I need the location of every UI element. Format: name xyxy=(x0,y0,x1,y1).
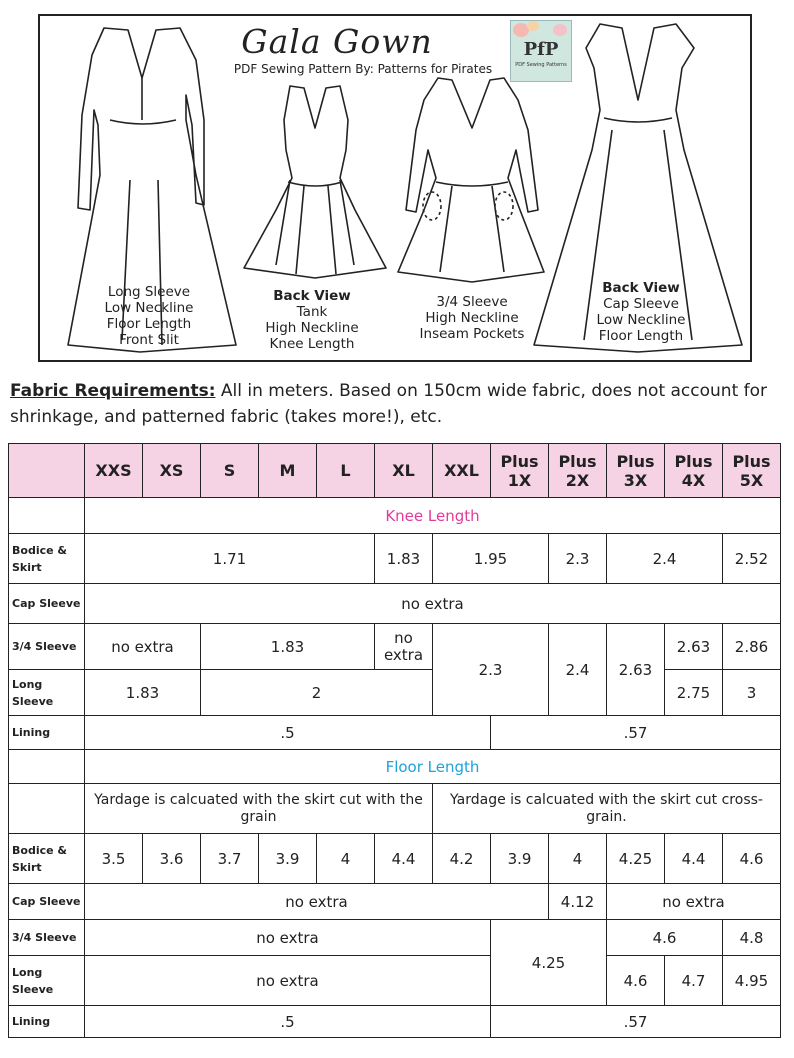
table-cell: 4.25 xyxy=(491,920,607,1006)
view-line: Front Slit xyxy=(119,332,179,348)
table-row xyxy=(9,584,781,624)
table-cell: 2.75 xyxy=(665,670,723,716)
table-cell: 2.3 xyxy=(433,624,549,716)
table-cell: no extra xyxy=(85,884,549,920)
floor-length-title: Floor Length xyxy=(85,750,781,784)
corner-cell xyxy=(9,444,85,498)
view-line: Inseam Pockets xyxy=(419,326,525,342)
table-row xyxy=(9,884,781,920)
table-cell: 4.7 xyxy=(665,956,723,1006)
floor-length-section-row xyxy=(9,750,781,784)
fabric-requirements-heading: Fabric Requirements: xyxy=(10,381,216,401)
empty-cell xyxy=(9,784,85,834)
table-cell: 2.86 xyxy=(723,624,781,670)
table-cell: 4.8 xyxy=(723,920,781,956)
table-cell: 1.83 xyxy=(375,534,433,584)
view-line: High Neckline xyxy=(425,310,519,326)
row-label: Cap Sleeve xyxy=(9,584,85,624)
table-cell: 1.71 xyxy=(85,534,375,584)
table-cell: .5 xyxy=(85,716,491,750)
row-label: Lining xyxy=(9,716,85,750)
table-row xyxy=(9,624,781,670)
table-cell: 4.2 xyxy=(433,834,491,884)
size-header: Plus 2X xyxy=(549,444,607,498)
view-line: Long Sleeve xyxy=(107,284,191,300)
cross-grain-note: Yardage is calcuated with the skirt cut cross-grain. xyxy=(433,784,781,834)
table-cell: 4.4 xyxy=(665,834,723,884)
dress-three-quarter-sleeve-drawing xyxy=(398,78,544,282)
table-cell: 3 xyxy=(723,670,781,716)
view-label-tank xyxy=(258,288,366,352)
table-cell: 2.4 xyxy=(607,534,723,584)
table-cell: 2.52 xyxy=(723,534,781,584)
fabric-requirements-text: All in meters. Based on 150cm wide fabric, does not account for shrinkage, and patterned fabric (takes more!), etc. xyxy=(10,381,768,427)
table-cell: .57 xyxy=(491,1006,781,1038)
view-line: Knee Length xyxy=(269,336,355,352)
view-label-long-sleeve xyxy=(94,284,204,348)
table-cell: 4.6 xyxy=(607,956,665,1006)
table-cell: .5 xyxy=(85,1006,491,1038)
size-header-row xyxy=(9,444,781,498)
fabric-requirements-intro xyxy=(10,378,780,430)
table-cell: no extra xyxy=(85,624,201,670)
table-cell: no extra xyxy=(607,884,781,920)
table-row xyxy=(9,1006,781,1038)
row-label: 3/4 Sleeve xyxy=(9,624,85,670)
table-cell: 4.25 xyxy=(607,834,665,884)
table-row xyxy=(9,956,781,1006)
row-label: Long Sleeve xyxy=(9,670,85,716)
table-cell: 3.5 xyxy=(85,834,143,884)
table-cell: 4 xyxy=(549,834,607,884)
size-header: XXS xyxy=(85,444,143,498)
view-line: Floor Length xyxy=(598,328,684,344)
size-header: L xyxy=(317,444,375,498)
brand-logo xyxy=(510,20,572,82)
table-cell: 4.6 xyxy=(723,834,781,884)
view-label-three-quarter xyxy=(410,294,534,342)
table-row xyxy=(9,834,781,884)
table-cell: 4.6 xyxy=(607,920,723,956)
size-header: Plus 4X xyxy=(665,444,723,498)
row-label: 3/4 Sleeve xyxy=(9,920,85,956)
table-cell: .57 xyxy=(491,716,781,750)
table-row xyxy=(9,670,781,716)
row-label: Bodice & Skirt xyxy=(9,834,85,884)
size-header: Plus 3X xyxy=(607,444,665,498)
table-cell: 2.3 xyxy=(549,534,607,584)
row-label: Long Sleeve xyxy=(9,956,85,1006)
table-cell: 4.12 xyxy=(549,884,607,920)
view-line: 3/4 Sleeve xyxy=(436,294,508,310)
table-cell: 4.95 xyxy=(723,956,781,1006)
view-line: Tank xyxy=(296,304,328,320)
empty-cell xyxy=(9,750,85,784)
brand-logo-subtext: PDF Sewing Patterns xyxy=(515,62,567,68)
empty-cell xyxy=(9,498,85,534)
view-line: Cap Sleeve xyxy=(603,296,679,312)
table-cell: 3.7 xyxy=(201,834,259,884)
view-line: High Neckline xyxy=(265,320,359,336)
table-row xyxy=(9,784,781,834)
row-label: Cap Sleeve xyxy=(9,884,85,920)
knee-length-section-row xyxy=(9,498,781,534)
view-line: Low Neckline xyxy=(596,312,686,328)
table-row xyxy=(9,920,781,956)
table-cell: 2.4 xyxy=(549,624,607,716)
table-cell: 2 xyxy=(201,670,433,716)
table-cell: 2.63 xyxy=(665,624,723,670)
table-cell: 3.9 xyxy=(491,834,549,884)
view-label-cap-sleeve xyxy=(586,280,696,344)
grain-note: Yardage is calcuated with the skirt cut with the grain xyxy=(85,784,433,834)
table-cell: 4.4 xyxy=(375,834,433,884)
table-cell: 1.83 xyxy=(85,670,201,716)
size-header: XS xyxy=(143,444,201,498)
knee-length-title: Knee Length xyxy=(85,498,781,534)
size-header: Plus 5X xyxy=(723,444,781,498)
row-label: Lining xyxy=(9,1006,85,1038)
pattern-title: Gala Gown xyxy=(241,22,433,61)
table-cell: 1.83 xyxy=(201,624,375,670)
table-cell: 3.9 xyxy=(259,834,317,884)
view-line: Back View xyxy=(602,280,680,296)
table-cell: 2.63 xyxy=(607,624,665,716)
size-header: M xyxy=(259,444,317,498)
pattern-subtitle: PDF Sewing Pattern By: Patterns for Pirates xyxy=(233,62,493,76)
table-cell: no extra xyxy=(85,920,491,956)
row-label: Bodice & Skirt xyxy=(9,534,85,584)
view-line: Low Neckline xyxy=(104,300,194,316)
view-line: Back View xyxy=(273,288,351,304)
table-cell: 1.95 xyxy=(433,534,549,584)
view-line: Floor Length xyxy=(106,316,192,332)
size-header: Plus 1X xyxy=(491,444,549,498)
table-cell: 3.6 xyxy=(143,834,201,884)
table-cell: no extra xyxy=(85,584,781,624)
table-cell: no extra xyxy=(375,624,433,670)
table-cell: no extra xyxy=(85,956,491,1006)
table-row xyxy=(9,716,781,750)
size-header: XL xyxy=(375,444,433,498)
size-header: S xyxy=(201,444,259,498)
fabric-requirements-table xyxy=(8,443,781,1038)
brand-logo-text: PfP xyxy=(523,39,559,60)
dress-tank-back-drawing xyxy=(244,86,386,278)
table-row xyxy=(9,534,781,584)
size-header: XXL xyxy=(433,444,491,498)
table-cell: 4 xyxy=(317,834,375,884)
